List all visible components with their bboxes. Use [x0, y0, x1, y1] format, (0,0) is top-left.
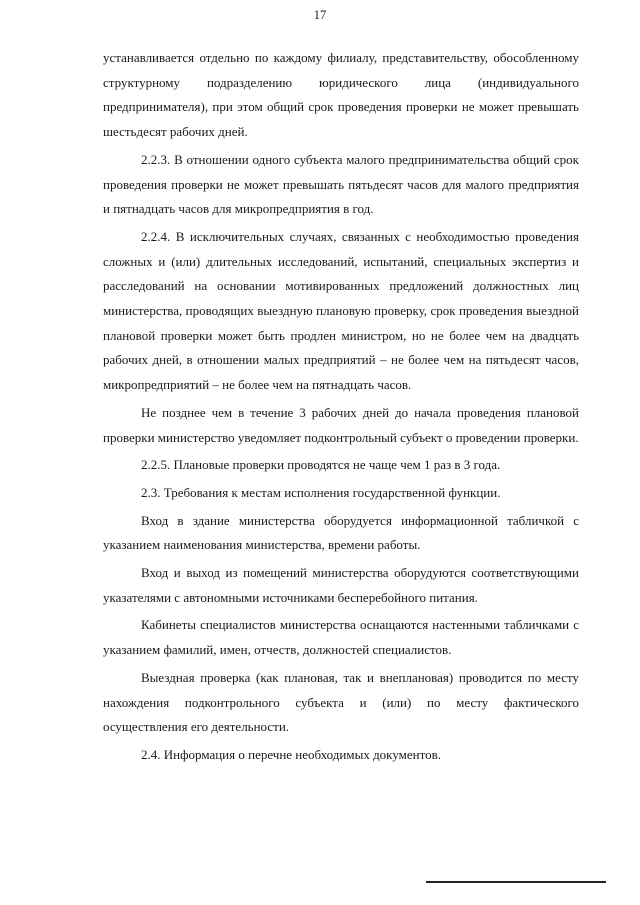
paragraph-2-4: 2.4. Информация о перечне необходимых документов.	[141, 746, 441, 762]
paragraph-2-2-5: 2.2.5. Плановые проверки проводятся не чаще чем 1 раз в 3 года.	[141, 457, 501, 473]
paragraph-field-inspection: Выездная проверка (как плановая, так и внеплановая) проводится по месту нахождения подконтрольного субъекта и (или) по месту фактического осуществления его деятельности.	[103, 669, 579, 735]
page-number: 17	[313, 8, 327, 22]
paragraph-continuation: устанавливается отдельно по каждому филиалу, представительству, обособленному структурному подразделению юридического лица (индивидуального предпринимателя), при этом общий срок проведения проверки не может превышать шестьдесят рабочих дней.	[103, 50, 579, 140]
document-body	[103, 46, 579, 771]
paragraph-notification: Не позднее чем в течение 3 рабочих дней до начала проведения плановой проверки министерство уведомляет подконтрольный субъект о проведении проверки.	[103, 404, 579, 445]
paragraph-office-plates: Кабинеты специалистов министерства оснащаются настенными табличками с указанием фамилий, имен, отчеств, должностей специалистов.	[103, 617, 579, 658]
paragraph-entrance-sign: Вход в здание министерства оборудуется информационной табличкой с указанием наименования министерства, времени работы.	[103, 512, 579, 553]
paragraph-2-3: 2.3. Требования к местам исполнения государственной функции.	[141, 484, 501, 500]
paragraph-exit-signs: Вход и выход из помещений министерства оборудуются соответствующими указателями с автономными источниками бесперебойного питания.	[103, 565, 579, 605]
paragraph-2-2-4: 2.2.4. В исключительных случаях, связанных с необходимостью проведения сложных и (или) длительных исследований, испытаний, специальных экспертиз и расследований на основании мотивированных предложений должностных лиц министерства, проводящих выездную плановую проверку, срок проведения выездной плановой проверки может быть продлен министром, но не более чем на двадцать рабочих дней, в отношении малых предприятий – не более чем на пятьдесят часов, микропредприятий – не более чем на пятнадцать часов.	[103, 228, 579, 393]
paragraph-2-2-3: 2.2.3. В отношении одного субъекта малого предпринимательства общий срок проведения проверки не может превышать пятьдесят часов для малого предприятия и пятнадцать часов для микропредприятия в год.	[103, 151, 579, 217]
footer-divider-line	[426, 881, 606, 883]
